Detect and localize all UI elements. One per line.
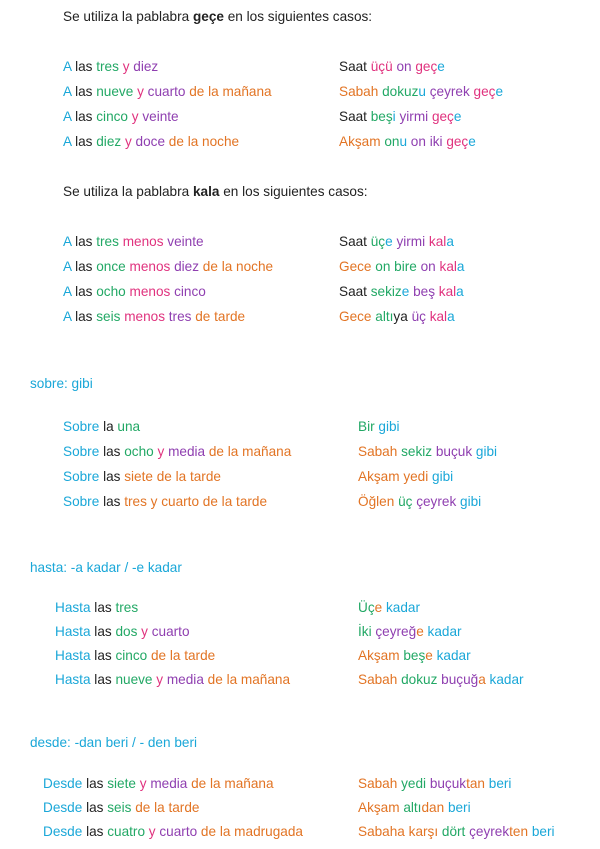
phrase-segment: üç — [398, 494, 417, 509]
phrase-segment: beri — [488, 776, 512, 791]
turkish-phrase — [358, 493, 481, 511]
phrase-segment: de la mañana — [203, 672, 291, 687]
phrase-segment: Hasta — [55, 648, 95, 663]
spanish-phrase — [43, 775, 274, 793]
spanish-phrase — [55, 671, 290, 689]
phrase-segment: a — [456, 259, 465, 274]
phrase-segment: once — [96, 259, 130, 274]
phrase-segment: de la noche — [199, 259, 274, 274]
spanish-phrase — [55, 623, 190, 641]
phrase-segment: Hasta — [55, 600, 95, 615]
phrase-segment: Sobre — [63, 494, 104, 509]
phrase-segment: de la mañana — [185, 84, 272, 99]
phrase-segment: nueve — [115, 672, 153, 687]
phrase-segment: sekiz — [401, 444, 436, 459]
phrase-segment: kadar — [427, 624, 462, 639]
turkish-phrase — [339, 233, 454, 251]
phrase-segment: e — [425, 648, 437, 663]
phrase-segment: e — [374, 600, 386, 615]
phrase-segment: Saat — [339, 284, 371, 299]
phrase-segment: ten — [509, 824, 532, 839]
phrase-segment: de la mañana — [205, 444, 292, 459]
phrase-segment: las — [86, 800, 108, 815]
phrase-segment: kal — [428, 234, 447, 249]
keyword-kala: kala — [192, 184, 220, 199]
spanish-phrase — [63, 83, 272, 101]
phrase-segment: Saat — [339, 59, 371, 74]
phrase-segment: Sabah — [358, 776, 402, 791]
phrase-segment: siete — [107, 776, 136, 791]
phrase-segment: cinco — [174, 284, 206, 299]
phrase-segment: seis — [107, 800, 132, 815]
phrase-segment: veinte — [167, 234, 204, 249]
phrase-segment: las — [103, 469, 125, 484]
turkish-phrase — [339, 308, 455, 326]
phrase-segment: A — [63, 234, 76, 249]
phrase-segment: buçuğ — [441, 672, 479, 687]
turkish-phrase — [339, 83, 503, 101]
phrase-segment: diez — [174, 259, 200, 274]
turkish-phrase — [339, 258, 464, 276]
phrase-segment: Sabaha karşı — [358, 824, 442, 839]
phrase-segment: üç — [370, 234, 386, 249]
phrase-segment: e — [437, 59, 445, 74]
phrase-segment: gibi — [475, 444, 498, 459]
phrase-segment: cinco — [115, 648, 148, 663]
phrase-segment: y — [127, 109, 143, 124]
phrase-segment: de la noche — [165, 134, 240, 149]
phrase-segment: on bire — [375, 259, 421, 274]
phrase-segment: yedi — [401, 776, 430, 791]
phrase-segment: Akşam — [358, 800, 404, 815]
phrase-segment: las — [75, 84, 97, 99]
phrase-segment: kadar — [489, 672, 524, 687]
phrase-segment: e — [468, 134, 476, 149]
phrase-segment: on — [396, 59, 416, 74]
intro-text-after: en los siguientes casos: — [223, 9, 373, 24]
phrase-segment: dokuz — [382, 84, 419, 99]
spanish-phrase — [63, 443, 291, 461]
phrase-segment: las — [103, 444, 125, 459]
phrase-segment: menos — [122, 234, 168, 249]
phrase-segment: diez — [96, 134, 122, 149]
intro-text-after: en los siguientes casos: — [219, 184, 368, 199]
phrase-segment: e — [495, 84, 504, 99]
phrase-segment: yirmi — [399, 109, 432, 124]
phrase-segment: beş — [413, 284, 439, 299]
phrase-segment: on iki — [410, 134, 447, 149]
phrase-segment: Öğlen — [358, 494, 399, 509]
phrase-segment: cuarto — [151, 624, 190, 639]
phrase-segment: Gece — [339, 259, 376, 274]
phrase-segment: Desde — [43, 800, 87, 815]
phrase-segment: Akşam yedi — [358, 469, 433, 484]
phrase-segment: cuatro — [107, 824, 146, 839]
phrase-segment: doce — [135, 134, 166, 149]
phrase-segment: i — [392, 109, 400, 124]
phrase-segment: media — [166, 672, 204, 687]
phrase-segment: la — [103, 419, 118, 434]
phrase-segment: geç — [415, 59, 438, 74]
phrase-segment: las — [75, 234, 97, 249]
section-title-sobre: sobre: gibi — [30, 376, 93, 391]
phrase-segment: dos — [115, 624, 138, 639]
phrase-segment: geç — [473, 84, 496, 99]
phrase-segment: A — [63, 309, 76, 324]
phrase-segment: cuarto — [147, 84, 186, 99]
phrase-segment: las — [94, 600, 116, 615]
phrase-segment: las — [94, 648, 116, 663]
turkish-phrase — [358, 799, 471, 817]
intro-text-before: Se utiliza la pablabra — [63, 184, 193, 199]
phrase-segment: geç — [446, 134, 469, 149]
spanish-phrase — [63, 468, 221, 486]
phrase-segment: altı — [403, 800, 422, 815]
phrase-segment: e — [453, 109, 462, 124]
phrase-segment: buçuk — [435, 444, 476, 459]
phrase-segment: y — [133, 84, 148, 99]
phrase-segment: dokuz — [401, 672, 442, 687]
phrase-segment: ocho — [124, 444, 154, 459]
phrase-segment: ocho — [96, 284, 130, 299]
phrase-segment: a — [446, 234, 454, 249]
phrase-segment: tres — [168, 309, 192, 324]
spanish-phrase — [55, 599, 138, 617]
phrase-segment: de la tarde — [131, 800, 200, 815]
phrase-segment: çeyrek — [416, 494, 461, 509]
phrase-segment: tres y cuarto de la tarde — [124, 494, 268, 509]
phrase-segment: Akşam — [358, 648, 404, 663]
phrase-segment: siete de la tarde — [124, 469, 221, 484]
spanish-phrase — [55, 647, 215, 665]
phrase-segment: kadar — [385, 600, 420, 615]
phrase-segment: A — [63, 109, 76, 124]
spanish-phrase — [63, 233, 204, 251]
intro-text-before: Se utiliza la pablabra — [63, 9, 193, 24]
phrase-segment: y — [135, 776, 151, 791]
phrase-segment: çeyrek — [429, 84, 474, 99]
phrase-segment: beş — [403, 648, 426, 663]
phrase-segment: de la tarde — [147, 648, 216, 663]
phrase-segment: e — [385, 234, 397, 249]
phrase-segment: menos — [129, 284, 175, 299]
phrase-segment: tres — [115, 600, 139, 615]
phrase-segment: media — [168, 444, 206, 459]
phrase-segment: u — [418, 84, 430, 99]
phrase-segment: ya — [393, 309, 412, 324]
phrase-segment: u — [399, 134, 411, 149]
phrase-segment: Sabah — [339, 84, 383, 99]
phrase-segment: beş — [370, 109, 393, 124]
phrase-segment: y — [145, 824, 160, 839]
phrase-segment: beri — [447, 800, 471, 815]
phrase-segment: a — [447, 309, 455, 324]
spanish-phrase — [63, 308, 245, 326]
phrase-segment: seis — [96, 309, 125, 324]
phrase-segment: e — [416, 624, 428, 639]
spanish-phrase — [63, 258, 273, 276]
phrase-segment: gibi — [460, 494, 482, 509]
phrase-segment: a — [456, 284, 464, 299]
phrase-segment: çeyreğ — [375, 624, 417, 639]
phrase-segment: menos — [129, 259, 175, 274]
phrase-segment: gibi — [432, 469, 454, 484]
phrase-segment: diez — [133, 59, 159, 74]
phrase-segment: y — [137, 624, 152, 639]
phrase-segment: Desde — [43, 824, 87, 839]
phrase-segment: veinte — [142, 109, 179, 124]
turkish-phrase — [358, 775, 511, 793]
section-title-hasta: hasta: -a kadar / -e kadar — [30, 560, 182, 575]
phrase-segment: Sabah — [358, 672, 402, 687]
turkish-phrase — [358, 623, 462, 641]
keyword-gece: geçe — [192, 9, 224, 24]
phrase-segment: Gece — [339, 309, 376, 324]
phrase-segment: de tarde — [191, 309, 246, 324]
phrase-segment: y — [121, 134, 136, 149]
phrase-segment: üçü — [370, 59, 397, 74]
phrase-segment: las — [94, 624, 116, 639]
turkish-phrase — [339, 283, 464, 301]
phrase-segment: on — [420, 259, 440, 274]
turkish-phrase — [358, 468, 453, 486]
phrase-segment: las — [75, 284, 97, 299]
phrase-segment: A — [63, 59, 76, 74]
spanish-phrase — [63, 493, 267, 511]
phrase-segment: üç — [411, 309, 430, 324]
turkish-phrase — [358, 443, 497, 461]
phrase-segment: las — [75, 259, 97, 274]
phrase-segment: buçuk — [429, 776, 467, 791]
phrase-segment: una — [117, 419, 141, 434]
phrase-segment: Desde — [43, 776, 87, 791]
phrase-segment: media — [150, 776, 188, 791]
phrase-segment: on — [384, 134, 400, 149]
turkish-phrase — [358, 418, 400, 436]
phrase-segment: Sabah — [358, 444, 402, 459]
spanish-phrase — [63, 133, 239, 151]
phrase-segment: tres — [96, 234, 123, 249]
spanish-phrase — [43, 799, 199, 817]
phrase-segment: altı — [375, 309, 394, 324]
phrase-segment: İki — [358, 624, 376, 639]
phrase-segment: geç — [431, 109, 454, 124]
phrase-segment: tres — [96, 59, 119, 74]
intro-kala — [63, 183, 368, 201]
phrase-segment: las — [75, 59, 97, 74]
phrase-segment: dört — [441, 824, 470, 839]
phrase-segment: kal — [438, 284, 457, 299]
phrase-segment: Sobre — [63, 444, 104, 459]
phrase-segment: e — [401, 284, 414, 299]
spanish-phrase — [63, 58, 158, 76]
phrase-segment: a — [478, 672, 490, 687]
spanish-phrase — [63, 283, 206, 301]
phrase-segment: kadar — [436, 648, 471, 663]
turkish-phrase — [358, 647, 471, 665]
turkish-phrase — [358, 599, 420, 617]
phrase-segment: Sobre — [63, 469, 104, 484]
phrase-segment: Sobre — [63, 419, 104, 434]
phrase-segment: cinco — [96, 109, 128, 124]
phrase-segment: A — [63, 134, 76, 149]
phrase-segment: Akşam — [339, 134, 385, 149]
phrase-segment: A — [63, 284, 76, 299]
phrase-segment: dan — [421, 800, 448, 815]
phrase-segment: Hasta — [55, 672, 95, 687]
phrase-segment: Üç — [358, 600, 375, 615]
phrase-segment: las — [86, 776, 108, 791]
phrase-segment: y — [153, 444, 169, 459]
phrase-segment: Bir — [358, 419, 379, 434]
phrase-segment: A — [63, 84, 76, 99]
phrase-segment: menos — [124, 309, 169, 324]
phrase-segment: de la madrugada — [197, 824, 303, 839]
turkish-phrase — [339, 108, 461, 126]
phrase-segment: las — [86, 824, 108, 839]
phrase-segment: Hasta — [55, 624, 95, 639]
phrase-segment: de la mañana — [187, 776, 274, 791]
phrase-segment: tan — [466, 776, 489, 791]
phrase-segment: las — [75, 309, 97, 324]
phrase-segment: y — [118, 59, 134, 74]
phrase-segment: las — [94, 672, 116, 687]
section-title-desde: desde: -dan beri / - den beri — [30, 735, 198, 750]
phrase-segment: beri — [531, 824, 555, 839]
intro-geçe — [63, 8, 372, 26]
turkish-phrase — [339, 58, 445, 76]
phrase-segment: kal — [429, 309, 448, 324]
phrase-segment: las — [75, 134, 97, 149]
phrase-segment: sekiz — [370, 284, 402, 299]
phrase-segment: gibi — [378, 419, 400, 434]
phrase-segment: nueve — [96, 84, 134, 99]
phrase-segment: çeyrek — [469, 824, 510, 839]
phrase-segment: yirmi — [396, 234, 429, 249]
spanish-phrase — [43, 823, 303, 841]
turkish-phrase — [339, 133, 476, 151]
phrase-segment: las — [75, 109, 97, 124]
phrase-segment: kal — [439, 259, 457, 274]
spanish-phrase — [63, 418, 140, 436]
phrase-segment: Saat — [339, 234, 371, 249]
phrase-segment: A — [63, 259, 76, 274]
phrase-segment: cuarto — [159, 824, 198, 839]
phrase-segment: Saat — [339, 109, 371, 124]
spanish-phrase — [63, 108, 179, 126]
phrase-segment: y — [152, 672, 167, 687]
turkish-phrase — [358, 823, 555, 841]
phrase-segment: las — [103, 494, 125, 509]
turkish-phrase — [358, 671, 524, 689]
